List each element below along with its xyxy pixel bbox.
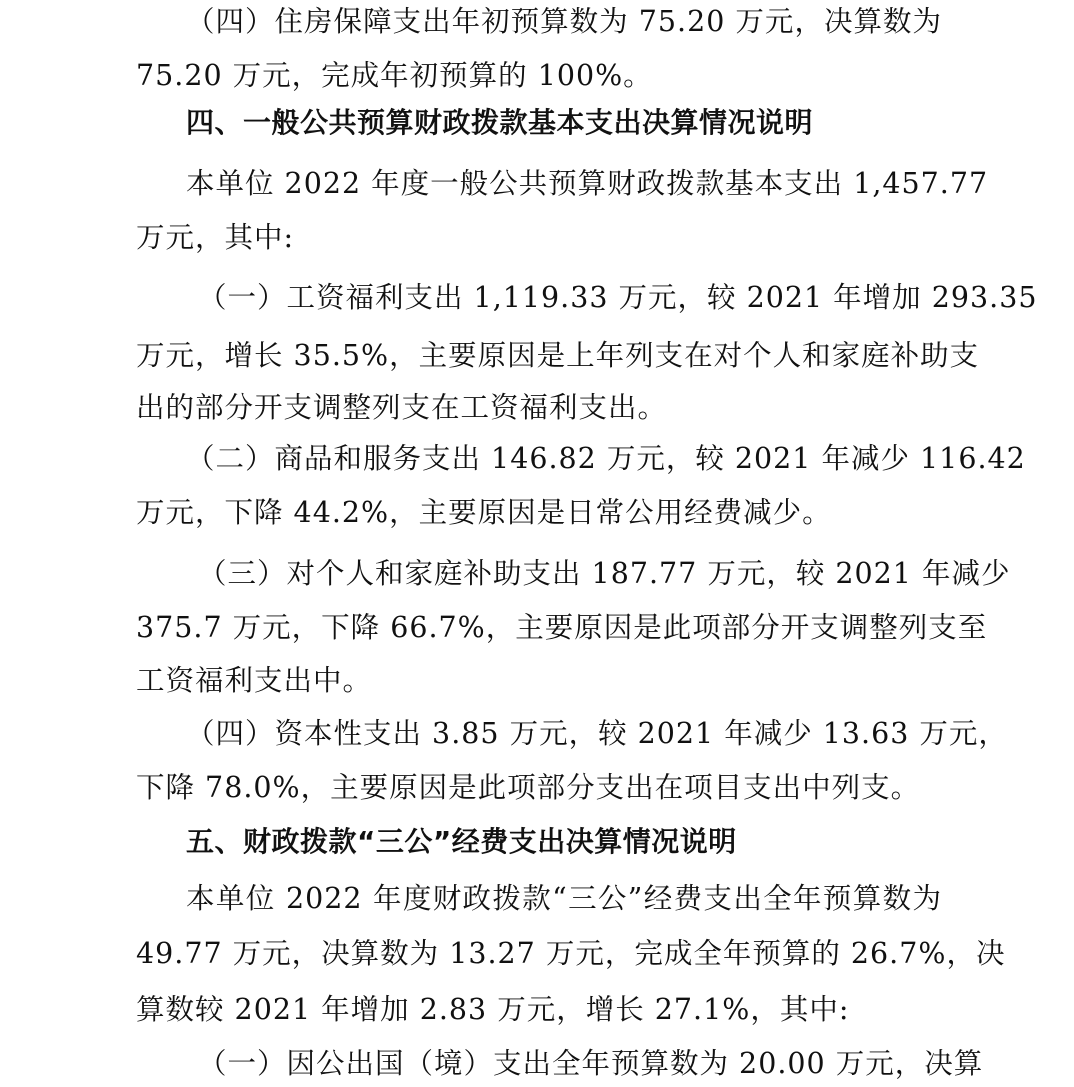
paragraph-line: （一）工资福利支出 1,119.33 万元，较 2021 年增加 293.35: [198, 281, 1038, 314]
paragraph-line: 75.20 万元，完成年初预算的 100%。: [136, 59, 653, 92]
paragraph-line: （一）因公出国（境）支出全年预算数为 20.00 万元，决算: [198, 1047, 984, 1080]
paragraph-line: 本单位 2022 年度财政拨款“三公”经费支出全年预算数为: [186, 882, 942, 915]
paragraph-line: 工资福利支出中。: [136, 664, 373, 697]
paragraph-line: 375.7 万元，下降 66.7%，主要原因是此项部分开支调整列支至: [136, 611, 988, 644]
paragraph-line: （四）住房保障支出年初预算数为 75.20 万元，决算数为: [186, 5, 942, 38]
paragraph-line: 算数较 2021 年增加 2.83 万元，增长 27.1%，其中:: [136, 993, 850, 1026]
paragraph-line: 出的部分开支调整列支在工资福利支出。: [136, 391, 668, 424]
paragraph-line: （四）资本性支出 3.85 万元，较 2021 年减少 13.63 万元，: [186, 717, 1008, 750]
section-heading: 五、财政拨款“三公”经费支出决算情况说明: [186, 825, 737, 858]
paragraph-line: 万元，增长 35.5%，主要原因是上年列支在对个人和家庭补助支: [136, 339, 980, 372]
paragraph-line: 万元，下降 44.2%，主要原因是日常公用经费减少。: [136, 496, 832, 529]
paragraph-line: （三）对个人和家庭补助支出 187.77 万元，较 2021 年减少: [198, 557, 1011, 590]
paragraph-line: 万元，其中:: [136, 221, 295, 254]
paragraph-line: 49.77 万元，决算数为 13.27 万元，完成全年预算的 26.7%，决: [136, 937, 1006, 970]
section-heading: 四、一般公共预算财政拨款基本支出决算情况说明: [186, 106, 814, 139]
paragraph-line: （二）商品和服务支出 146.82 万元，较 2021 年减少 116.42: [186, 442, 1026, 475]
paragraph-line: 下降 78.0%，主要原因是此项部分支出在项目支出中列支。: [136, 771, 921, 804]
paragraph-line: 本单位 2022 年度一般公共预算财政拨款基本支出 1,457.77: [186, 167, 989, 200]
